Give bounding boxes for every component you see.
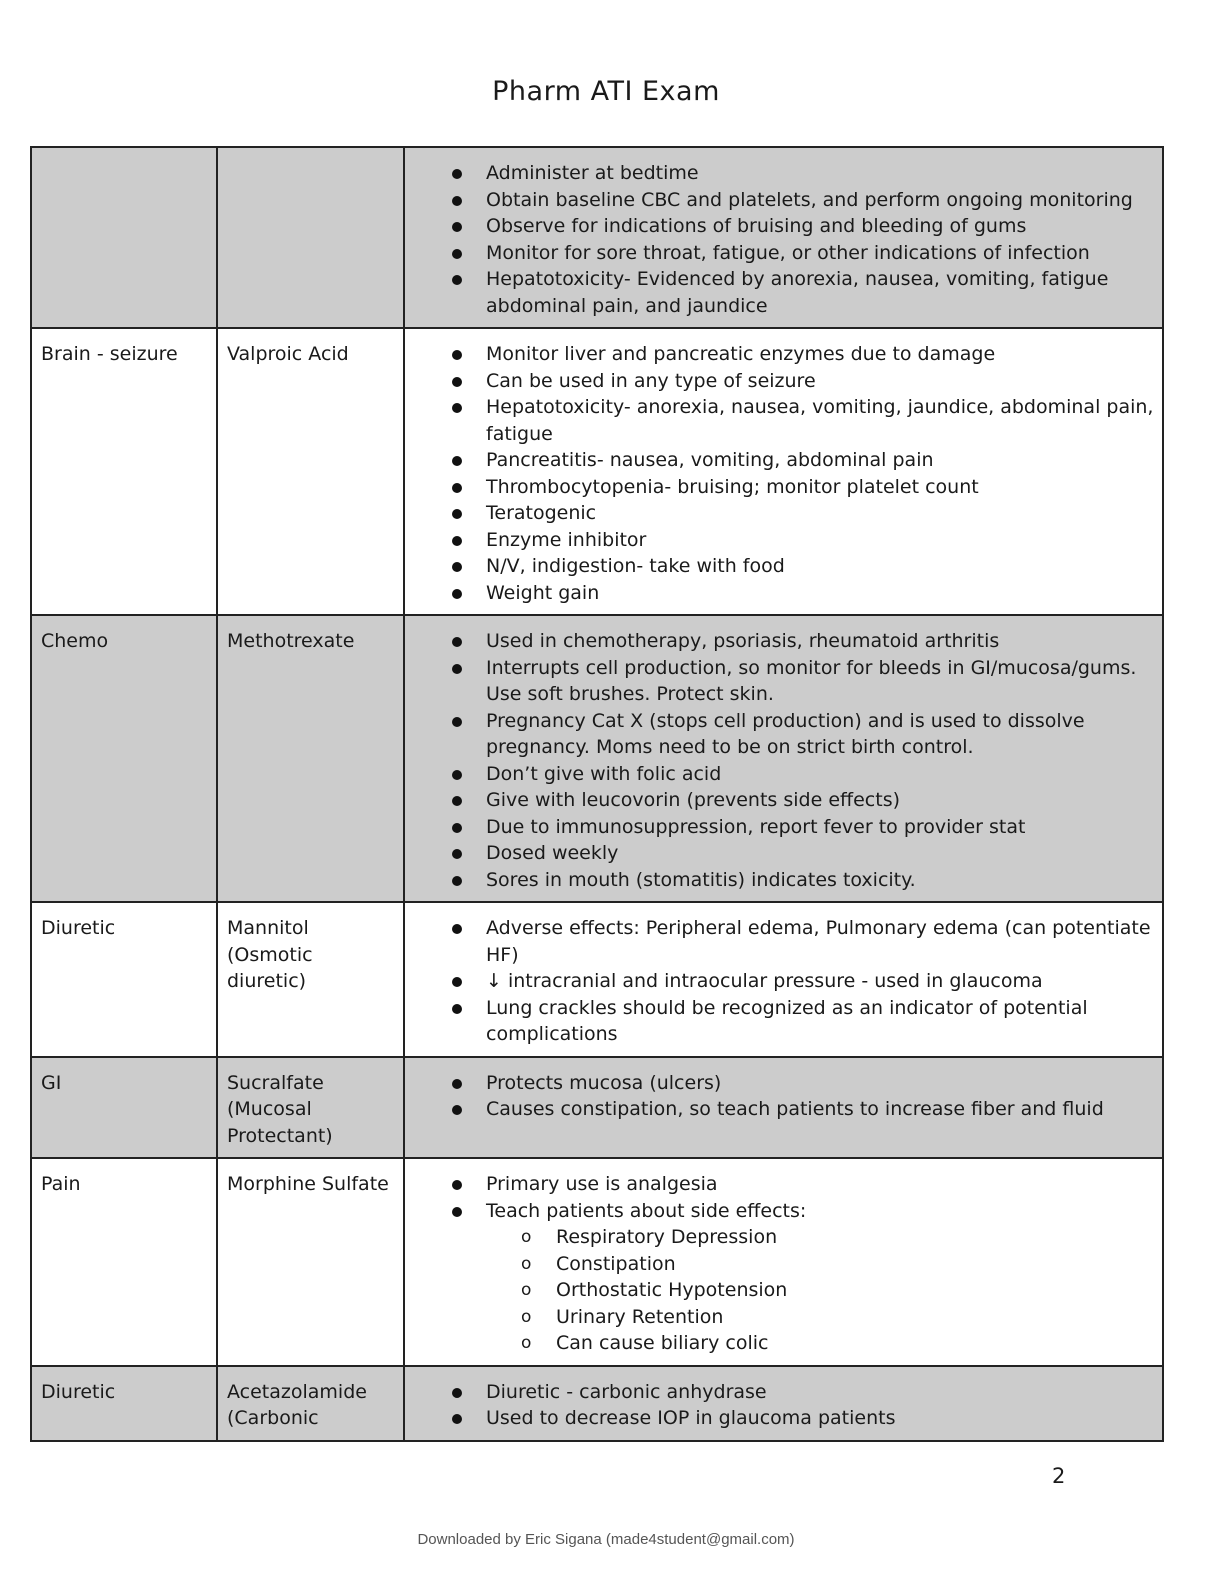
note-text: Hepatotoxicity- Evidenced by anorexia, nausea, vomiting, fatigue abdominal pain, and jaundice (486, 268, 1109, 317)
notes-cell (404, 1057, 1163, 1159)
note-text: Monitor for sore throat, fatigue, or other indications of infection (486, 241, 1090, 264)
notes-list (414, 341, 1154, 606)
note-text: Don’t give with folic acid (486, 762, 722, 785)
notes-list (414, 1070, 1154, 1123)
note-item (486, 840, 1154, 867)
category-text: GI (41, 1071, 62, 1094)
note-text: Administer at bedtime (486, 162, 699, 184)
note-text: Hepatotoxicity- anorexia, nausea, vomiting, jaundice, abdominal pain, fatigue (486, 396, 1154, 445)
download-footer: Downloaded by Eric Sigana (made4student@gmail.com) (417, 1531, 795, 1548)
note-text: Observe for indications of bruising and bleeding of gums (486, 215, 1027, 237)
note-text: Can be used in any type of seizure (486, 369, 816, 392)
drug-cell (217, 147, 404, 328)
note-item (486, 500, 1154, 527)
note-text: Weight gain (486, 581, 600, 604)
note-text: Lung crackles should be recognized as an indicator of potential complications (486, 996, 1088, 1045)
note-text: N/V, indigestion- take with food (486, 555, 785, 577)
drug-cell (217, 1366, 404, 1441)
note-text: Pancreatitis- nausea, vomiting, abdominal pain (486, 449, 934, 471)
note-item (486, 266, 1154, 319)
note-text: Obtain baseline CBC and platelets, and perform ongoing monitoring (486, 188, 1133, 211)
drug-name: Methotrexate (227, 630, 355, 652)
note-text: Protects mucosa (ulcers) (486, 1071, 722, 1094)
note-item (486, 995, 1154, 1048)
note-item (486, 240, 1154, 267)
note-item (486, 867, 1154, 894)
table-body (31, 147, 1163, 1441)
category-text: Pain (41, 1173, 81, 1195)
note-item (486, 708, 1154, 761)
sub-item: o Urinary Retention (556, 1304, 1154, 1331)
drug-notes-table (30, 146, 1164, 1442)
note-item (486, 915, 1154, 968)
notes-cell (404, 615, 1163, 902)
notes-list (414, 915, 1154, 1048)
note-text: Teratogenic (486, 502, 597, 524)
category-text: Diuretic (41, 1380, 116, 1403)
category-cell (31, 1366, 217, 1441)
drug-name: Sucralfate (Mucosal Protectant) (227, 1071, 333, 1147)
table-row (31, 1158, 1163, 1366)
note-item (486, 628, 1154, 655)
note-text: Sores in mouth (stomatitis) indicates toxicity. (486, 868, 916, 891)
note-text: Diuretic - carbonic anhydrase (486, 1380, 767, 1403)
drug-name: Mannitol (Osmotic diuretic) (227, 917, 313, 992)
table-row (31, 1057, 1163, 1159)
note-text: Teach patients about side effects: (486, 1199, 807, 1222)
note-item (486, 580, 1154, 607)
category-cell (31, 615, 217, 902)
notes-list (414, 1171, 1154, 1357)
category-cell (31, 328, 217, 615)
note-text: Used in chemotherapy, psoriasis, rheumatoid arthritis (486, 630, 1000, 652)
note-text: Primary use is analgesia (486, 1173, 718, 1195)
note-text: Used to decrease IOP in glaucoma patients (486, 1407, 896, 1429)
category-text: Diuretic (41, 917, 116, 939)
note-text: Pregnancy Cat X (stops cell production) and is used to dissolve pregnancy. Moms need to be on strict birth control. (486, 709, 1085, 758)
note-item (486, 447, 1154, 474)
drug-name: Valproic Acid (227, 343, 349, 365)
note-text: Dosed weekly (486, 842, 619, 864)
notes-list (414, 1379, 1154, 1432)
note-text: Causes constipation, so teach patients to increase fiber and fluid (486, 1098, 1104, 1120)
notes-cell (404, 328, 1163, 615)
document-title: Pharm ATI Exam (492, 76, 720, 107)
note-item (486, 787, 1154, 814)
category-text: Chemo (41, 630, 109, 652)
note-item (486, 187, 1154, 214)
table-row (31, 902, 1163, 1057)
notes-list (414, 160, 1154, 319)
note-text: Adverse effects: Peripheral edema, Pulmonary edema (can potentiate HF) (486, 917, 1151, 966)
drug-name: Morphine Sulfate (227, 1173, 389, 1195)
note-text: Give with leucovorin (prevents side effects) (486, 789, 901, 811)
note-item (486, 1405, 1154, 1432)
note-item (486, 394, 1154, 447)
notes-cell (404, 902, 1163, 1057)
drug-cell (217, 902, 404, 1057)
category-cell (31, 1057, 217, 1159)
note-text: Interrupts cell production, so monitor for bleeds in GI/mucosa/gums. Use soft brushes. Protect skin. (486, 656, 1137, 705)
table-row (31, 328, 1163, 615)
notes-cell (404, 147, 1163, 328)
category-cell (31, 1158, 217, 1366)
note-item (486, 968, 1154, 995)
category-text: Brain - seizure (41, 343, 178, 365)
category-cell (31, 902, 217, 1057)
sub-item: o Orthostatic Hypotension (556, 1277, 1154, 1304)
notes-cell (404, 1366, 1163, 1441)
table-row (31, 615, 1163, 902)
drug-cell (217, 615, 404, 902)
note-item (486, 368, 1154, 395)
note-item (486, 1070, 1154, 1097)
note-item (486, 761, 1154, 788)
notes-cell (404, 1158, 1163, 1366)
note-item (486, 1379, 1154, 1406)
sub-list (486, 1224, 1154, 1357)
notes-list (414, 628, 1154, 893)
sub-item: o Can cause biliary colic (556, 1330, 1154, 1357)
drug-name: Acetazolamide (Carbonic (227, 1380, 367, 1429)
note-text: ↓ intracranial and intraocular pressure - used in glaucoma (486, 970, 1043, 992)
note-item (486, 213, 1154, 240)
sub-item: o Respiratory Depression (556, 1224, 1154, 1251)
category-cell (31, 147, 217, 328)
table-row (31, 1366, 1163, 1441)
note-item (486, 814, 1154, 841)
note-item (486, 341, 1154, 368)
page-number: 2 (1052, 1464, 1066, 1488)
drug-cell (217, 1057, 404, 1159)
note-item (486, 527, 1154, 554)
table-row (31, 147, 1163, 328)
note-item (486, 474, 1154, 501)
note-item (486, 1171, 1154, 1198)
note-text: Thrombocytopenia- bruising; monitor platelet count (486, 475, 979, 498)
drug-cell (217, 1158, 404, 1366)
note-item (486, 553, 1154, 580)
note-item (486, 1096, 1154, 1123)
note-item (486, 1198, 1154, 1357)
drug-cell (217, 328, 404, 615)
note-item (486, 655, 1154, 708)
note-text: Enzyme inhibitor (486, 528, 647, 551)
note-text: Due to immunosuppression, report fever to provider stat (486, 815, 1026, 838)
note-text: Monitor liver and pancreatic enzymes due to damage (486, 343, 996, 365)
sub-item: o Constipation (556, 1251, 1154, 1278)
note-item (486, 160, 1154, 187)
